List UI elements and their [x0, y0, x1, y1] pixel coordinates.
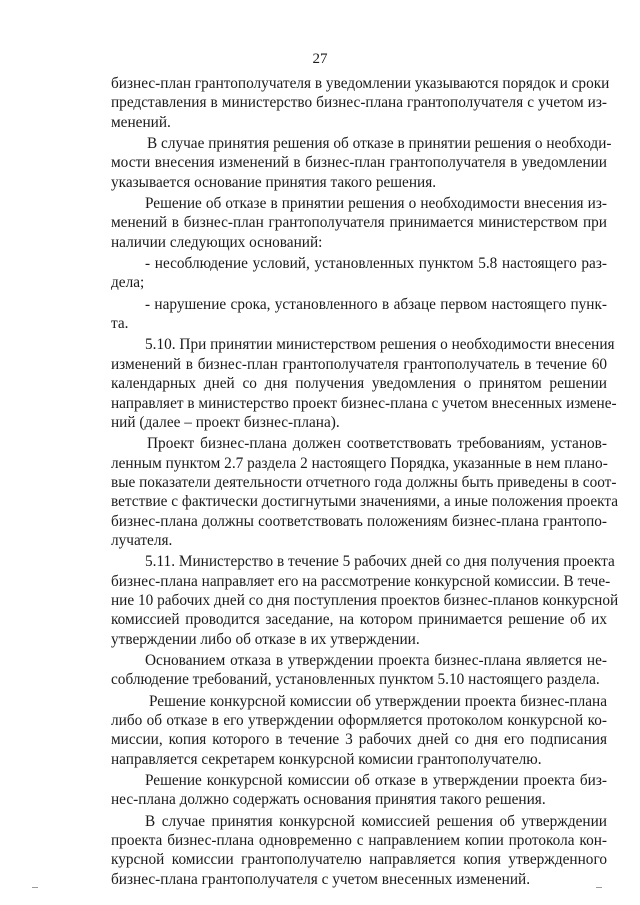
paragraph: [111, 651, 607, 690]
document-body: [111, 74, 619, 891]
text-line: бизнес-плана грантополучателя с учетом внесенных изменений.: [111, 870, 531, 888]
text-line: В случае принятия конкурсной комиссией решения об утверждении: [145, 812, 607, 830]
text-line: Основанием отказа в утверждении проекта бизнес-плана является не-: [145, 651, 607, 669]
text-line: указывается основание принятия такого решения.: [111, 173, 437, 191]
text-line: та.: [111, 315, 129, 333]
text-line: ленным пунктом 2.7 раздела 2 настоящего Порядка, указанные в нем плано-: [111, 454, 608, 472]
text-line: дела;: [111, 274, 145, 292]
text-line: либо об отказе в его утверждении оформляется протоколом конкурсной ко-: [111, 712, 607, 729]
paragraph: [111, 194, 607, 252]
text-line: Решение об отказе в принятии решения о необходимости внесения из-: [145, 195, 607, 213]
text-line: Проект бизнес-плана должен соответствовать требованиям, установ-: [147, 435, 607, 453]
text-line: - нарушение срока, установленного в абзаце первом настоящего пунк-: [145, 295, 607, 313]
page-number: 27: [312, 51, 328, 67]
text-line: бизнес-плана должны соответствовать положениям бизнес-плана грантопо-: [111, 512, 607, 530]
scan-mark: [596, 887, 602, 888]
text-line: бизнес-план грантополучателя в уведомлении указываются порядок и сроки: [111, 75, 610, 92]
text-line: Решение конкурсной комиссии об отказе в утверждении проекта биз-: [145, 772, 607, 790]
text-line: курсной комиссии грантополучателю направляется копия утвержденного: [111, 851, 607, 869]
text-line: миссии, копия которого в течение 3 рабочих дней со дня его подписания: [111, 731, 607, 749]
text-line: ветствие с фактически достигнутыми значениями, а иные положения проекта: [111, 493, 619, 511]
paragraph: [111, 771, 607, 810]
text-line: бизнес-плана направляет его на рассмотрение конкурсной комиссии. В тече-: [111, 572, 611, 590]
text-line: представления в министерство бизнес-плана грантополучателя с учетом из-: [111, 94, 607, 112]
text-line: менений в бизнес-план грантополучателя принимается министерством при: [111, 214, 607, 232]
paragraph: [111, 74, 610, 132]
text-line: наличии следующих оснований:: [111, 233, 323, 251]
text-line: нес-плана должно содержать основания принятия такого решения.: [111, 791, 546, 809]
text-line: соблюдение требований, установленных пунктом 5.10 настоящего раздела.: [111, 671, 600, 689]
paragraph: [111, 812, 607, 889]
text-line: 5.10. При принятии министерством решения о необходимости внесения: [145, 336, 615, 354]
text-line: календарных дней со дня получения уведомления о принятом решении: [111, 375, 607, 393]
text-line: направляется секретарем конкурсной комисии грантополучателю.: [111, 750, 542, 768]
text-line: направляет в министерство проект бизнес-плана с учетом внесенных измене-: [111, 394, 617, 412]
text-line: Решение конкурсной комиссии об утверждении проекта бизнес-плана: [149, 692, 607, 710]
text-line: вые показатели деятельности отчетного года должны быть приведены в соот-: [111, 473, 617, 491]
paragraph: [111, 434, 619, 550]
paragraph: [111, 254, 607, 293]
scan-mark: [32, 887, 38, 888]
text-line: В случае принятия решения об отказе в принятии решения о необходи-: [147, 135, 612, 153]
paragraph: [111, 295, 607, 334]
text-line: проекта бизнес-плана одновременно с направлением копии протокола кон-: [111, 832, 607, 850]
text-line: изменений в бизнес-план грантополучателя грантополучатель в течение 60: [111, 355, 607, 373]
paragraph: [111, 134, 612, 192]
text-line: ние 10 рабочих дней со дня поступления проектов бизнес-планов конкурсной: [111, 591, 619, 609]
paragraph: [111, 552, 619, 649]
text-line: ний (далее – проект бизнес-плана).: [111, 413, 340, 431]
text-line: менений.: [111, 113, 171, 131]
text-line: 5.11. Министерство в течение 5 рабочих дней со дня получения проекта: [145, 553, 615, 571]
text-line: - несоблюдение условий, установленных пунктом 5.8 настоящего раз-: [145, 255, 607, 273]
text-line: комиссией проводится заседание, на котором принимается решение об их: [111, 611, 607, 629]
text-line: мости внесения изменений в бизнес-план грантополучателя в уведомлении: [111, 154, 607, 172]
text-line: утверждении либо об отказе в их утверждении.: [111, 630, 420, 648]
paragraph: [111, 692, 607, 769]
paragraph: [111, 335, 617, 432]
text-line: лучателя.: [111, 531, 173, 549]
